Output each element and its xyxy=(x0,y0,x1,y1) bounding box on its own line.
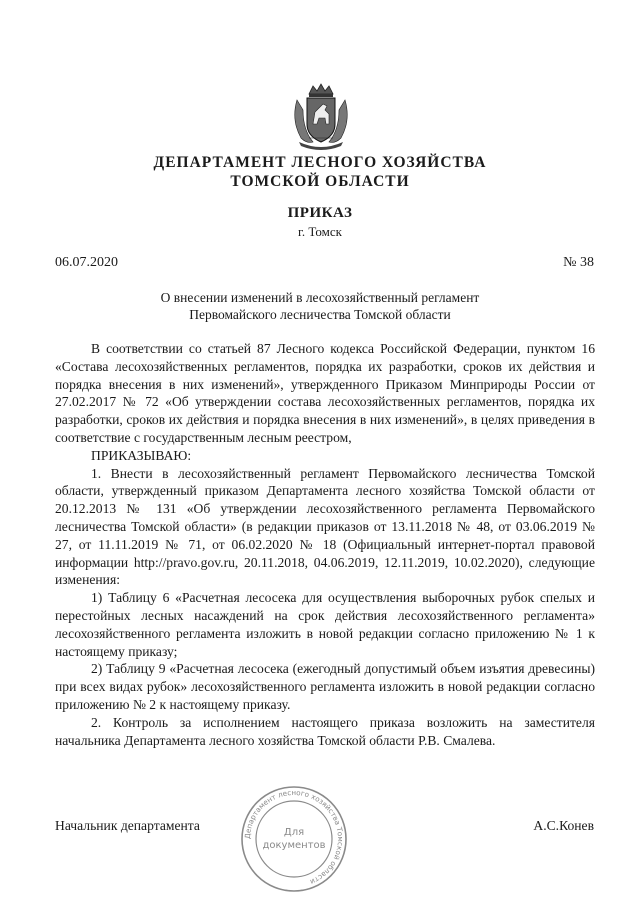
signatory-title: Начальник департамента xyxy=(55,818,200,833)
preamble-paragraph: В соответствии со статьей 87 Лесного кодекса Российской Федерации, пунктом 16 «Состава лесохозяйственных регламентов, порядка их разработки, сроков их действия и порядка внесения в них изменений», утвержденного Приказом Минприроды России от 27.02.2017 № 72 «Об утверждении состава лесохозяйственных регламентов, порядка их разработки, сроков их действия и порядка внесения в них изменений», в целях приведения в соответствие с государственным лесным реестром, xyxy=(55,341,595,445)
official-stamp xyxy=(238,783,350,895)
clause-1-paragraph: 1. Внести в лесохозяйственный регламент Первомайского лесничества Томской области, утвержденный приказом Департамента лесного хозяйства Томской области от 20.12.2013 № 131 «Об утверждении лесохозяйственного регламента Первомайского лесничества Томской области» (в редакции приказов от 13.11.2018 № 48, от 03.06.2019 № 27, от 11.11.2019 № 71, от 06.02.2020 № 18 (Официальный интернет-портал правовой информации http://pravo.gov.ru, 20.11.2018, 04.06.2019, 12.11.2019, 10.02.2020), следующие изменения: xyxy=(55,465,595,588)
order-subject xyxy=(60,289,580,323)
stamp-center-line1: Для xyxy=(283,827,305,838)
decree-word: ПРИКАЗЫВАЮ: xyxy=(91,447,192,463)
clause-2-paragraph: 2. Контроль за исполнением настоящего приказа возложить на заместителя начальника Департамента лесного хозяйства Томской области Р.В. Смалева. xyxy=(55,714,595,748)
department-name xyxy=(0,153,640,191)
stamp-ring-text: Департамент лесного хозяйства Томской области xyxy=(242,787,346,887)
subclause-2-paragraph: 2) Таблицу 9 «Расчетная лесосека (ежегодный допустимый объем изъятия древесины) при всех видах рубок» лесохозяйственного регламента изложить в новой редакции согласно приложению № 2 к настоящему приказу. xyxy=(55,661,595,712)
subclause-1-paragraph: 1) Таблицу 6 «Расчетная лесосека для осуществления выборочных рубок спелых и перестойных лесных насаждений на срок действия лесохозяйственного регламента» лесохозяйственного регламента изложить в новой редакции согласно приложению № 1 к настоящему приказу; xyxy=(55,590,595,659)
order-subject-line1: О внесении изменений в лесохозяйственный регламент xyxy=(160,290,480,305)
order-city: г. Томск xyxy=(298,224,342,239)
signatory-name: А.С.Конев xyxy=(533,818,594,833)
department-name-line1: ДЕПАРТАМЕНТ ЛЕСНОГО ХОЗЯЙСТВА xyxy=(153,154,487,171)
order-subject-line2: Первомайского лесничества Томской области xyxy=(189,307,451,322)
order-title: ПРИКАЗ xyxy=(287,205,353,221)
coat-of-arms-emblem xyxy=(289,80,353,152)
order-body xyxy=(55,340,595,749)
department-name-line2: ТОМСКОЙ ОБЛАСТИ xyxy=(230,173,410,190)
order-number: № 38 xyxy=(563,255,594,270)
stamp-center-line2: документов xyxy=(262,840,326,851)
order-date: 06.07.2020 xyxy=(55,255,118,270)
